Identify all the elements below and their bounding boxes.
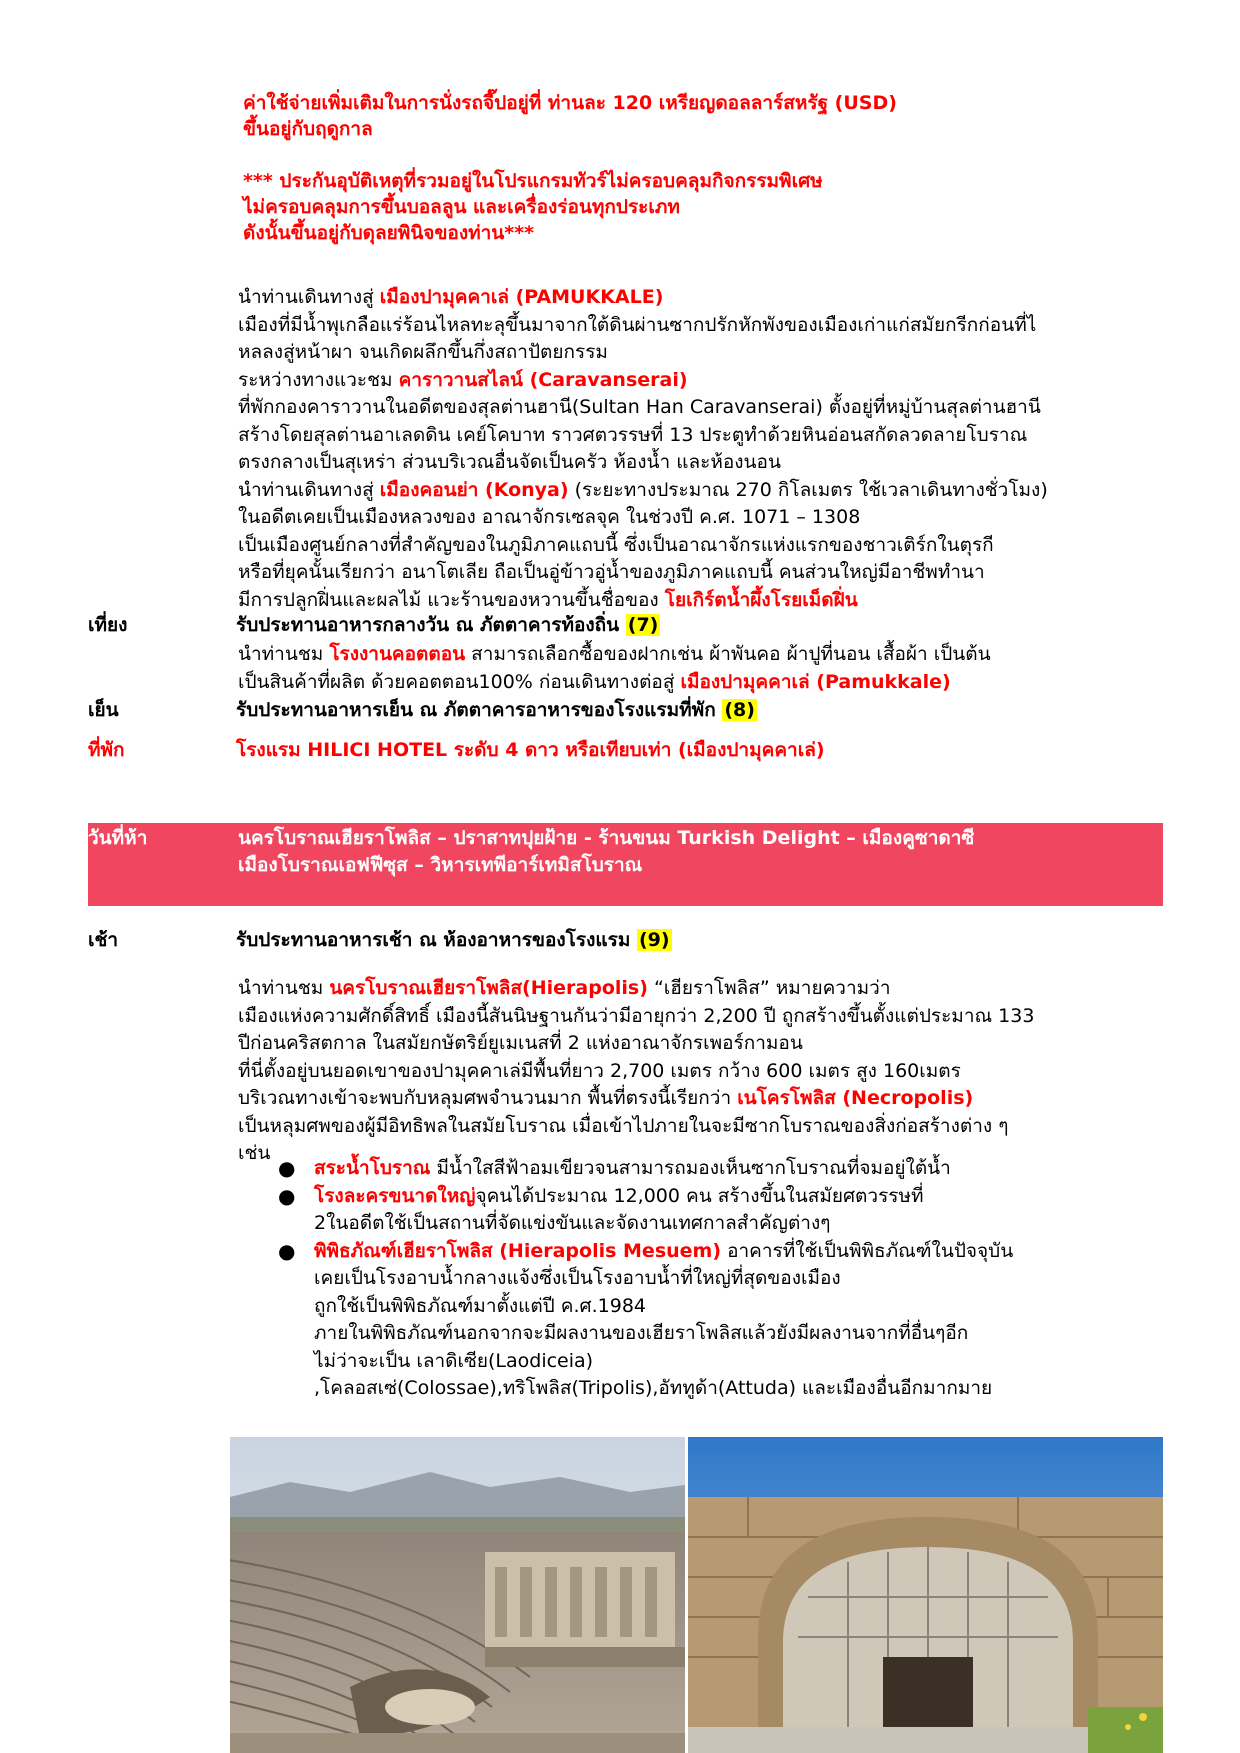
meal-label: เช้า (88, 929, 119, 951)
meal-number: (9) (638, 929, 670, 951)
paragraph-line: ไม่ว่าจะเป็น เลาดิเซีย(Laodiceia) (314, 1349, 594, 1372)
paragraph-line (314, 1238, 1168, 1266)
paragraph-line (238, 477, 1168, 505)
attraction-name: โรงละครขนาดใหญ่ (314, 1184, 476, 1207)
day-banner (88, 823, 1163, 906)
place-name: เนโครโพลิส (Necropolis) (737, 1087, 974, 1109)
attraction-name: พิพิธภัณฑ์เฮียราโพลิส (Hierapolis Mesuem) (314, 1239, 722, 1262)
meal-text (236, 612, 660, 639)
meal-number: (7) (627, 614, 659, 636)
paragraph-line: ที่นี่ตั้งอยู่บนยอดเขาของปามุคคาเล่มีพื้นที่ยาว 2,700 เมตร กว้าง 600 เมตร สูง 160เมตร (238, 1059, 961, 1082)
paragraph-line (238, 284, 1168, 312)
text: รับประทานอาหารกลางวัน ณ ภัตตาคารท้องถิ่น (236, 614, 626, 636)
paragraph-line: ,โคลอสเซ่(Colossae),ทริโพลิส(Tripolis),อัททูด้า(Attuda) และเมืองอื่นอีกมากมาย (314, 1377, 993, 1399)
insurance-line: ไม่ครอบคลุมการขึ้นบอลลูน และเครื่องร่อนทุกประเภท (243, 196, 680, 218)
meal-label: เย็น (88, 699, 119, 721)
paragraph-line (238, 975, 1168, 1003)
text: อาคารที่ใช้เป็นพิพิธภัณฑ์ในปัจจุบัน (727, 1239, 1014, 1262)
place-name: เมืองปามุคคาเล่ (PAMUKKALE) (379, 286, 664, 308)
list-item (238, 1155, 1168, 1183)
attractions-list (238, 1155, 1168, 1403)
paragraph-line: เช่น (238, 1142, 271, 1164)
paragraph-line (238, 367, 1168, 395)
extra-cost-notice (243, 90, 1143, 246)
text: สามารถเลือกซื้อของฝากเช่น ผ้าพันคอ ผ้าปูที่นอน เสื้อผ้า เป็นต้น (465, 643, 991, 665)
paragraph-line (314, 1183, 1168, 1211)
place-name: คาราวานสไลน์ (Caravanserai) (398, 368, 688, 391)
bullet-icon: ● (278, 1156, 296, 1180)
theater-image (230, 1437, 685, 1753)
text: จุคนได้ประมาณ 12,000 คน สร้างขึ้นในสมัยศตวรรษที่ (475, 1184, 924, 1207)
text: นำท่านเดินทางสู่ (238, 286, 380, 308)
notice-line: ขึ้นอยู่กับฤดูกาล (243, 118, 373, 140)
day-label: วันที่ห้า (88, 827, 148, 849)
place-name: เมืองปามุคคาเล่ (Pamukkale) (680, 670, 951, 693)
paragraph-line: เคยเป็นโรงอาบน้ำกลางแจ้งซึ่งเป็นโรงอาบน้ำที่ใหญ่ที่สุดของเมือง (314, 1267, 841, 1289)
paragraph-line: หรือที่ยุคนั้นเรียกว่า อนาโตเลีย ถือเป็นอู่ข้าวอู่น้ำของภูมิภาคแถบนี้ คนส่วนใหญ่มีอาชีพทำนา (238, 561, 985, 583)
museum-image (688, 1437, 1163, 1753)
place-name: โรงงานคอตตอน (329, 643, 466, 665)
meal-number: (8) (724, 699, 755, 721)
insurance-line: ดังนั้นขึ้นอยู่กับดุลยพินิจของท่าน*** (243, 222, 535, 244)
itinerary-description (238, 284, 1168, 614)
text: ระหว่างทางแวะชม (238, 368, 399, 391)
place-name: นครโบราณเฮียราโพลิส(Hierapolis) (329, 977, 648, 999)
paragraph-line: ภายในพิพิธภัณฑ์นอกจากจะมีผลงานของเฮียราโพลิสแล้วยังมีผลงานจากที่อื่นๆอีก (314, 1322, 969, 1344)
text: “เฮียราโพลิส” หมายความว่า (647, 977, 891, 999)
paragraph-line (238, 669, 1168, 697)
paragraph-line (238, 587, 1168, 615)
paragraph-line (238, 1085, 1168, 1113)
paragraph-line: หลลงสู่หน้าผา จนเกิดผลึกขึ้นกึ่งสถาปัตยกรรม (238, 341, 608, 363)
hotel-label: ที่พัก (88, 739, 125, 761)
bullet-icon: ● (278, 1183, 296, 1208)
paragraph-line: เป็นหลุมศพของผู้มีอิทธิพลในสมัยโบราณ เมื่อเข้าไปภายในจะมีซากโบราณของสิ่งก่อสร้างต่าง ๆ (238, 1114, 1009, 1137)
meal-text (236, 927, 672, 954)
theater-photo (230, 1437, 685, 1753)
paragraph-line: ตรงกลางเป็นสุเหร่า ส่วนบริเวณอื่นจัดเป็นครัว ห้องน้ำ และห้องนอน (238, 451, 781, 473)
paragraph-line (314, 1155, 1168, 1183)
museum-photo (688, 1437, 1163, 1753)
lunch-activity (238, 641, 1168, 696)
paragraph-line: ปีก่อนคริสตกาล ในสมัยกษัตริย์ยูเมเนสที่ 2 แห่งอาณาจักรเพอร์กามอน (238, 1032, 803, 1054)
paragraph-line: สร้างโดยสุลต่านอาเลดดิน เคย์โคบาท ราวศตวรรษที่ 13 ประตูทำด้วยหินอ่อนสกัดลวดลายโบราณ (238, 423, 1028, 446)
text: มีน้ำใสสีฟ้าอมเขียวจนสามารถมองเห็นซากโบราณที่จมอยู่ใต้น้ำ (436, 1157, 951, 1179)
paragraph-line: ที่พักกองคาราวานในอดีตของสุลต่านฮานี(Sultan Han Caravanserai) ตั้งอยู่ที่หมู่บ้านสุลต่านฮานี (238, 396, 1041, 418)
text: (ระยะทางประมาณ 270 กิโลเมตร ใช้เวลาเดินทางชั่วโมง) (568, 478, 1048, 501)
place-name: เมืองคอนย่า (Konya) (379, 478, 569, 501)
attraction-name: สระน้ำโบราณ (314, 1157, 431, 1179)
paragraph-line (238, 641, 1168, 669)
text: บริเวณทางเข้าจะพบกับหลุมศพจำนวนมาก พื้นที่ตรงนี้เรียกว่า (238, 1087, 738, 1109)
hierapolis-description (238, 975, 1168, 1168)
text: นำท่านชม (238, 643, 330, 665)
day-title-line: นครโบราณเฮียราโพลิส – ปราสาทปุยฝ้าย - ร้านขนม Turkish Delight – เมืองคูซาดาซี (238, 827, 975, 849)
text: นำท่านชม (238, 977, 330, 999)
notice-line: ค่าใช้จ่ายเพิ่มเติมในการนั่งรถจี๊ปอยู่ที่ ท่านละ 120 เหรียญดอลลาร์สหรัฐ (USD) (243, 92, 897, 114)
paragraph-line: ถูกใช้เป็นพิพิธภัณฑ์มาตั้งแต่ปี ค.ศ.1984 (314, 1294, 646, 1317)
place-name: โยเกิร์ตน้ำผึ้งโรยเม็ดฝิ่น (664, 588, 858, 611)
paragraph-line: เป็นเมืองศูนย์กลางที่สำคัญของในภูมิภาคแถบนี้ ซึ่งเป็นอาณาจักรแห่งแรกของชาวเติร์กในตุรกี (238, 533, 994, 556)
text: รับประทานอาหารเช้า ณ ห้องอาหารของโรงแรม (236, 929, 637, 951)
list-item (238, 1183, 1168, 1238)
list-item (238, 1238, 1168, 1403)
paragraph-line: เมืองแห่งความศักดิ์สิทธิ์ เมืองนี้สันนิษฐานกันว่ามีอายุกว่า 2,200 ปี ถูกสร้างขึ้นตั้งแต่ประมาณ 133 (238, 1004, 1035, 1027)
paragraph-line: ในอดีตเคยเป็นเมืองหลวงของ อาณาจักรเซลจุค ในช่วงปี ค.ศ. 1071 – 1308 (238, 506, 861, 528)
hotel-text: โรงแรม HILICI HOTEL ระดับ 4 ดาว หรือเทียบเท่า (เมืองปามุคคาเล่) (236, 739, 825, 761)
text: มีการปลูกฝิ่นและผลไม้ แวะร้านของหวานขึ้นชื่อของ (238, 588, 665, 611)
meal-text (236, 697, 757, 724)
text: รับประทานอาหารเย็น ณ ภัตตาคารอาหารของโรงแรมที่พัก (236, 699, 723, 721)
bullet-icon: ● (278, 1238, 296, 1263)
paragraph-line: 2ในอดีตใช้เป็นสถานที่จัดแข่งขันและจัดงานเทศกาลสำคัญต่างๆ (314, 1212, 831, 1234)
text: เป็นสินค้าที่ผลิต ด้วยคอตตอน100% ก่อนเดินทางต่อสู่ (238, 670, 681, 693)
insurance-line: *** ประกันอุบัติเหตุที่รวมอยู่ในโปรแกรมทัวร์ไม่ครอบคลุมกิจกรรมพิเศษ (243, 170, 823, 192)
day-title-line: เมืองโบราณเอฟฟีซุส – วิหารเทพีอาร์เทมิสโบราณ (238, 854, 643, 876)
meal-label: เที่ยง (88, 614, 128, 636)
paragraph-line: เมืองที่มีน้ำพุเกลือแร่ร้อนไหลทะลุขึ้นมาจากใต้ดินผ่านซากปรักหักพังของเมืองเก่าแก่สมัยกรีกก่อนที่ไ (238, 313, 1037, 336)
day-title (238, 825, 1158, 879)
text: นำท่านเดินทางสู่ (238, 478, 380, 501)
